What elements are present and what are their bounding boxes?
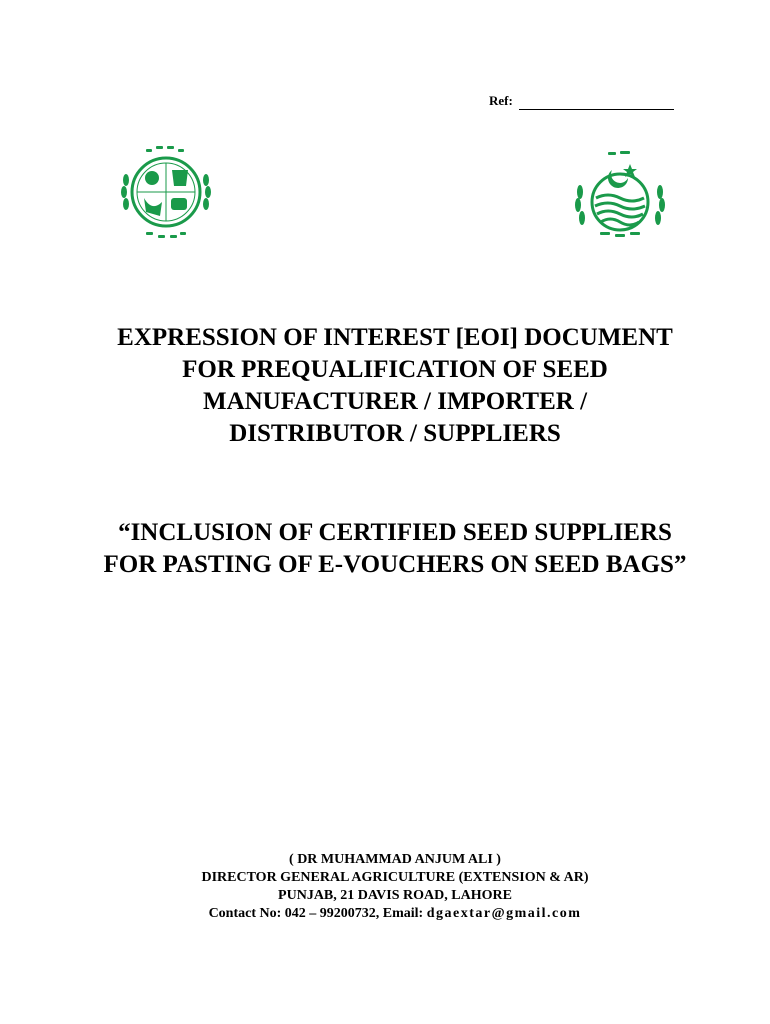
agriculture-seal-icon [116, 140, 216, 245]
ref-blank-line [519, 93, 674, 110]
ref-field [489, 93, 674, 110]
title-line: DISTRIBUTOR / SUPPLIERS [229, 420, 561, 447]
punjab-government-logo [568, 148, 672, 244]
subtitle-line: “INCLUSION OF CERTIFIED SEED SUPPLIERS [118, 519, 672, 546]
title-line: FOR PREQUALIFICATION OF SEED [182, 356, 608, 383]
document-title [85, 322, 705, 450]
punjab-emblem-icon [568, 148, 672, 244]
issuer-contact [85, 905, 705, 923]
subtitle-line: FOR PASTING OF E-VOUCHERS ON SEED BAGS” [103, 551, 687, 578]
document-subtitle [60, 517, 730, 581]
issuer-name: ( DR MUHAMMAD ANJUM ALI ) [289, 852, 501, 867]
title-line: EXPRESSION OF INTEREST [EOI] DOCUMENT [117, 324, 673, 351]
issuer-designation: DIRECTOR GENERAL AGRICULTURE (EXTENSION & AR) [201, 870, 589, 885]
issuer-address: PUNJAB, 21 DAVIS ROAD, LAHORE [278, 888, 512, 903]
ref-label: Ref: [489, 93, 513, 108]
agriculture-seal-logo [116, 140, 216, 245]
contact-email: dgaextar@gmail.com [426, 906, 582, 921]
issuer-block [85, 851, 705, 923]
contact-prefix: Contact No: 042 – 99200732, Email: [208, 906, 427, 921]
title-line: MANUFACTURER / IMPORTER / [202, 388, 588, 415]
